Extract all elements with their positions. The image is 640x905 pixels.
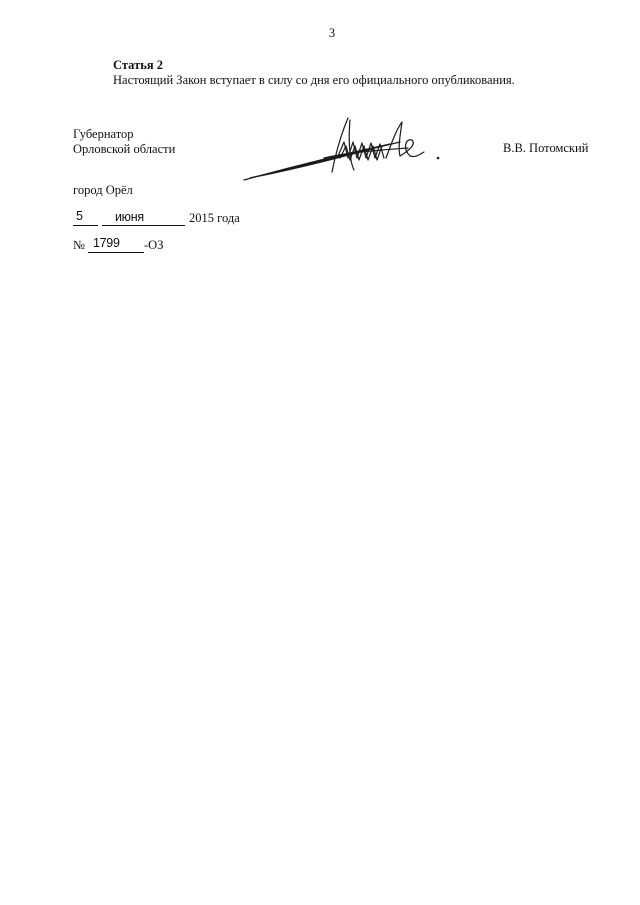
signer-title-line2: Орловской области bbox=[73, 142, 176, 156]
page-number: 3 bbox=[328, 26, 336, 40]
signer-title-line1: Губернатор bbox=[73, 127, 134, 141]
date-month: июня bbox=[115, 210, 144, 224]
number-sign: № bbox=[73, 238, 85, 252]
article-text: Настоящий Закон вступает в силу со дня его официального опубликования. bbox=[113, 73, 515, 87]
handwritten-signature bbox=[240, 112, 450, 184]
signer-name: В.В. Потомский bbox=[503, 141, 589, 155]
law-number-suffix: -ОЗ bbox=[144, 238, 164, 252]
date-day: 5 bbox=[76, 209, 83, 223]
article-heading: Статья 2 bbox=[113, 58, 163, 72]
place-of-signing: город Орёл bbox=[73, 183, 133, 197]
date-year: 2015 года bbox=[189, 211, 240, 225]
law-number-value: 1799 bbox=[93, 236, 120, 250]
